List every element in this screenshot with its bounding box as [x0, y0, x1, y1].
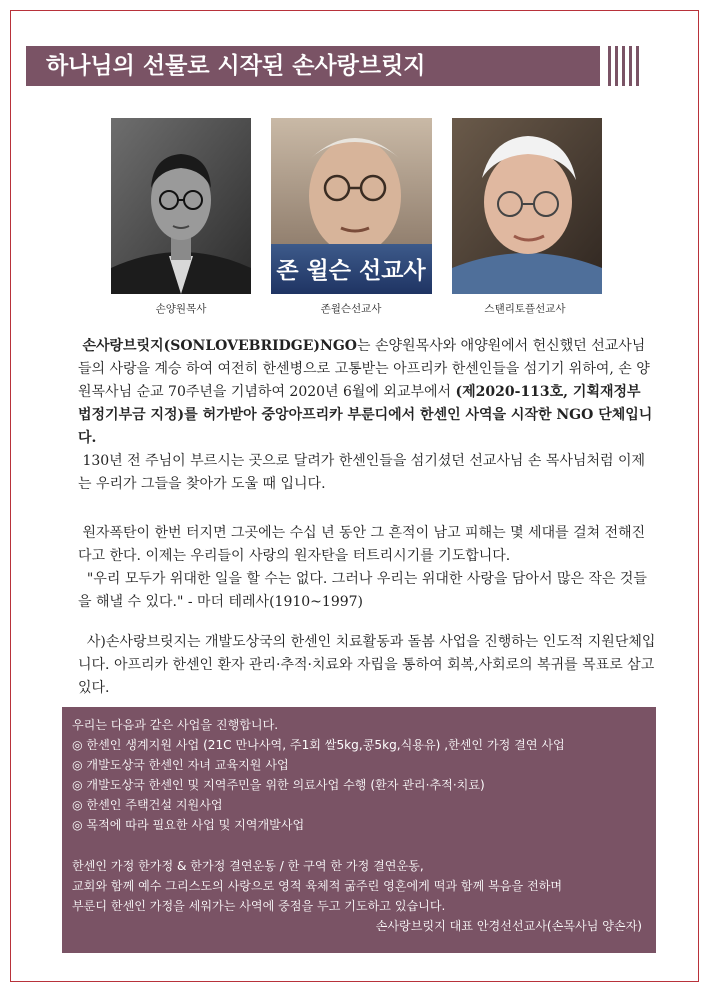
organization-text: 사)손사랑브릿지는 개발도상국의 한센인 치료활동과 돌봄 사업을 진행하는 인도적 지원단체입니다. 아프리카 한센인 환자 관리·추적·치료와 자립을 통하여 회복,사회로의 복귀를 목표로 삼고 있다.: [78, 634, 656, 696]
project-item: ◎ 한센인 생계지원 사업 (21C 만나사역, 주1회 쌀5kg,콩5kg,식용유) ,한센인 가정 결연 사업: [72, 738, 565, 752]
atomic-love-paragraph: [78, 522, 658, 614]
closing-line: 부룬디 한센인 가정을 세워가는 사역에 중점을 두고 기도하고 있습니다.: [72, 899, 446, 913]
project-item: ◎ 개발도상국 한센인 자녀 교육지원 사업: [72, 758, 289, 772]
mother-teresa-quote: "우리 모두가 위대한 일을 할 수는 없다. 그러나 우리는 위대한 사랑을 담아서 많은 작은 것들을 해낼 수 있다." - 마더 테레사(1910~1997): [78, 571, 647, 610]
project-item: ◎ 목적에 따라 필요한 사업 및 지역개발사업: [72, 818, 305, 832]
project-item: ◎ 한센인 주택건설 지원사업: [72, 798, 223, 812]
mission-text: 130년 전 주님이 부르시는 곳으로 달려가 한센인들을 섬기셨던 선교사님 손 목사님처럼 이제는 우리가 그들을 찾아가 도울 때 입니다.: [78, 453, 645, 492]
project-item: ◎ 개발도상국 한센인 및 지역주민을 위한 의료사업 수행 (환자 관리·추적·치료): [72, 778, 485, 792]
page-title: 하나님의 선물로 시작된 손사랑브릿지: [46, 53, 426, 79]
projects-intro: 우리는 다음과 같은 사업을 진행합니다.: [72, 718, 279, 732]
photo-overlay-text: 존 윌슨 선교사: [276, 258, 426, 284]
photo-john-wilson: [271, 118, 432, 294]
intro-paragraph: [78, 335, 658, 450]
caption-stanley-topple: 스탠리토플선교사: [484, 303, 566, 315]
intro-org-name: 손사랑브릿지(SONLOVEBRIDGE)NGO: [82, 338, 358, 354]
intro-bold-tail: (제2020-113호, 기획재정부 법정기부금 지정)를 허가받아 중앙아프리카 부룬디에서 한센인 사역을 시작한 NGO 단체입니다.: [78, 384, 653, 446]
intro-text: 는 손양원목사와 애양원에서 헌신했던 선교사님들의 사랑을 계승 하여 여전히 한센병으로 고통받는 아프리카 한센인들을 섬기기 위하여, 손 양원목사님 순교 70주년을 기념하여 2020년 6월에 외교부에서: [78, 338, 650, 400]
mission-paragraph: [78, 450, 658, 496]
projects-box: [62, 707, 656, 953]
signature: 손사랑브릿지 대표 안경선선교사(손목사님 양손자): [375, 919, 642, 933]
closing-line: 한센인 가정 한가정 & 한가정 결연운동 / 한 구역 한 가정 결연운동,: [72, 859, 424, 873]
photo-son-yang-won: [111, 118, 251, 294]
closing-line: 교회와 함께 예수 그리스도의 사랑으로 영적 육체적 굶주린 영혼에게 떡과 함께 복음을 전하며: [72, 879, 563, 893]
atomic-love-text: 원자폭탄이 한번 터지면 그곳에는 수십 년 동안 그 흔적이 남고 피해는 몇 세대를 걸쳐 전해진다고 한다. 이제는 우리들이 사랑의 원자탄을 터트리시기를 기도합니다.: [78, 525, 646, 564]
title-stripes-decoration: [608, 46, 640, 86]
organization-paragraph: [78, 631, 658, 700]
caption-john-wilson: 존윌슨선교사: [320, 303, 382, 315]
photo-stanley-topple: [452, 118, 602, 294]
caption-son-yang-won: 손양원목사: [155, 303, 207, 315]
